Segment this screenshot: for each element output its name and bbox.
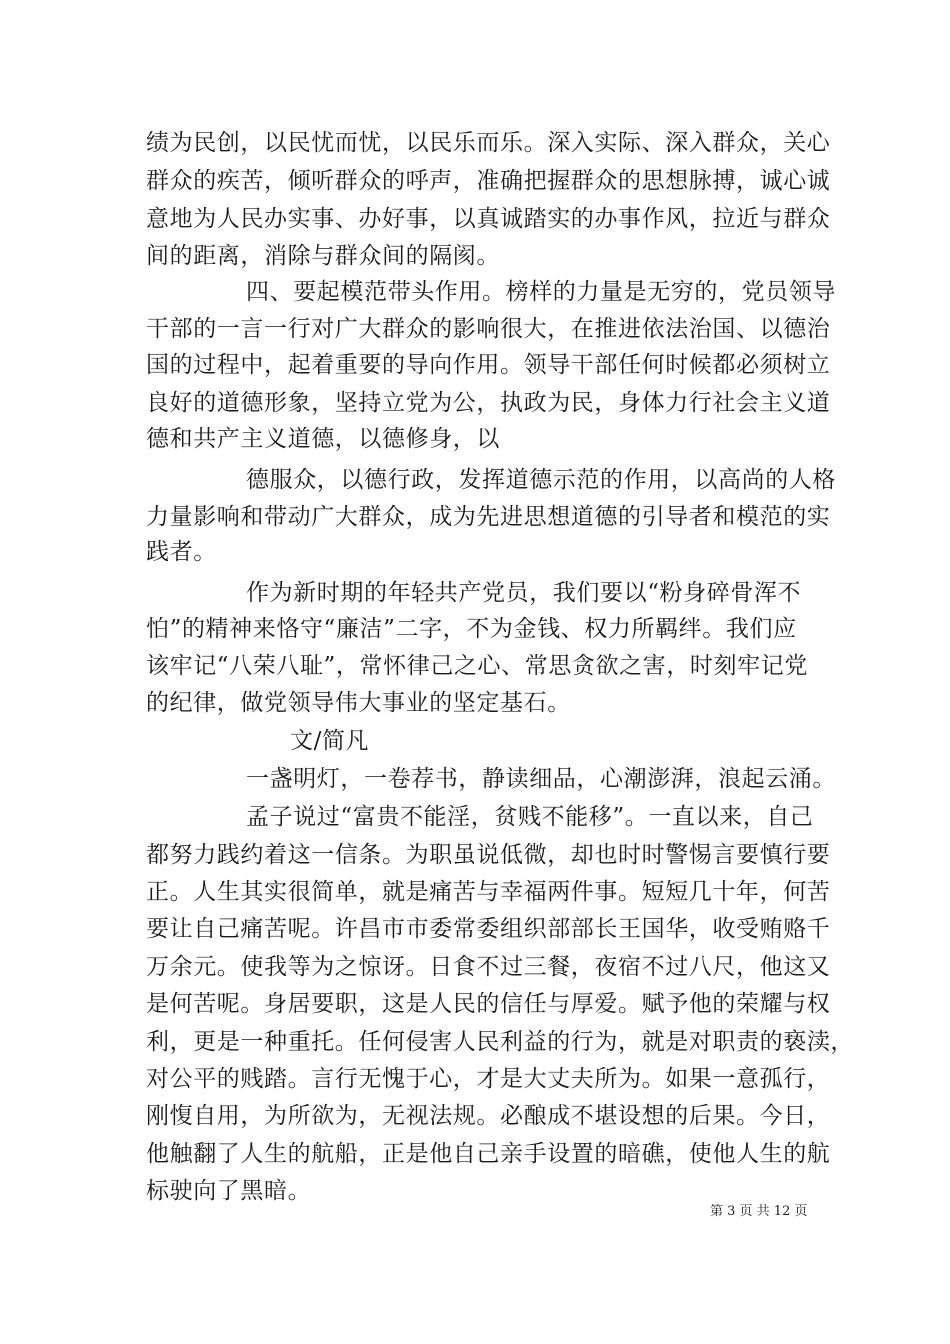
text-line: 国的过程中，起着重要的导向作用。领导干部任何时候都必须树立	[146, 352, 831, 378]
text-line: 绩为民创，以民忧而忧，以民乐而乐。深入实际、深入群众，关心	[146, 130, 831, 156]
text-line: 刚愎自用，为所欲为，无视法规。必酿成不堪设想的后果。今日，	[146, 1103, 831, 1129]
text-line: 该牢记“八荣八耻”，常怀律己之心、常思贪欲之害，时刻牢记党	[146, 653, 808, 679]
text-line: 的纪律，做党领导伟大事业的坚定基石。	[146, 690, 571, 716]
author-byline: 文/简凡	[290, 728, 370, 754]
text-line: 孟子说过“富贵不能淫，贫贱不能移”。一直以来，自己	[246, 804, 814, 830]
text-line: 万余元。使我等为之惊讶。日食不过三餐，夜宿不过八尺，他这又	[146, 954, 831, 980]
text-line: 是何苦呢。身居要职，这是人民的信任与厚爱。赋予他的荣耀与权	[146, 991, 831, 1017]
text-line: 标驶向了黑暗。	[146, 1178, 312, 1204]
text-line: 正。人生其实很简单，就是痛苦与幸福两件事。短短几十年，何苦	[146, 879, 831, 905]
text-line: 力量影响和带动广大群众，成为先进思想道德的引导者和模范的实	[146, 504, 831, 530]
text-line: 作为新时期的年轻共产党员，我们要以“粉身碎骨浑不	[246, 580, 802, 606]
text-line: 都努力践约着这一信条。为职虽说低微，却也时时警惕言要慎行要	[146, 842, 831, 868]
text-line: 他触翻了人生的航船，正是他自己亲手设置的暗礁，使他人生的航	[146, 1141, 831, 1167]
text-line: 践者。	[146, 539, 217, 565]
text-line: 德和共产主义道德，以德修身，以	[146, 426, 500, 452]
text-line: 德服众，以德行政，发挥道德示范的作用，以高尚的人格	[246, 467, 836, 493]
text-line: 怕”的精神来恪守“廉洁”二字，不为金钱、权力所羁绊。我们应	[146, 616, 797, 642]
text-line: 利，更是一种重托。任何侵害人民利益的行为，就是对职责的亵渎，	[146, 1029, 854, 1055]
text-line: 良好的道德形象，坚持立党为公，执政为民，身体力行社会主义道	[146, 390, 831, 416]
text-line: 对公平的贱踏。言行无愧于心，才是大丈夫所为。如果一意孤行，	[146, 1066, 831, 1092]
text-line: 意地为人民办实事、办好事，以真诚踏实的办事作风，拉近与群众	[146, 206, 831, 232]
page-number-footer: 第 3 页 共 12 页	[710, 1204, 808, 1219]
text-line: 一盏明灯，一卷荐书，静读细品，心潮澎湃，浪起云涌。	[246, 766, 836, 792]
text-line: 干部的一言一行对广大群众的影响很大，在推进依法治国、以德治	[146, 316, 831, 342]
text-line: 群众的疾苦，倾听群众的呼声，准确把握群众的思想脉搏，诚心诚	[146, 168, 831, 194]
text-line: 四、要起模范带头作用。榜样的力量是无穷的，党员领导	[246, 279, 836, 305]
text-line: 要让自己痛苦呢。许昌市市委常委组织部部长王国华，收受贿赂千	[146, 916, 831, 942]
text-line: 间的距离，消除与群众间的隔阂。	[146, 243, 500, 269]
